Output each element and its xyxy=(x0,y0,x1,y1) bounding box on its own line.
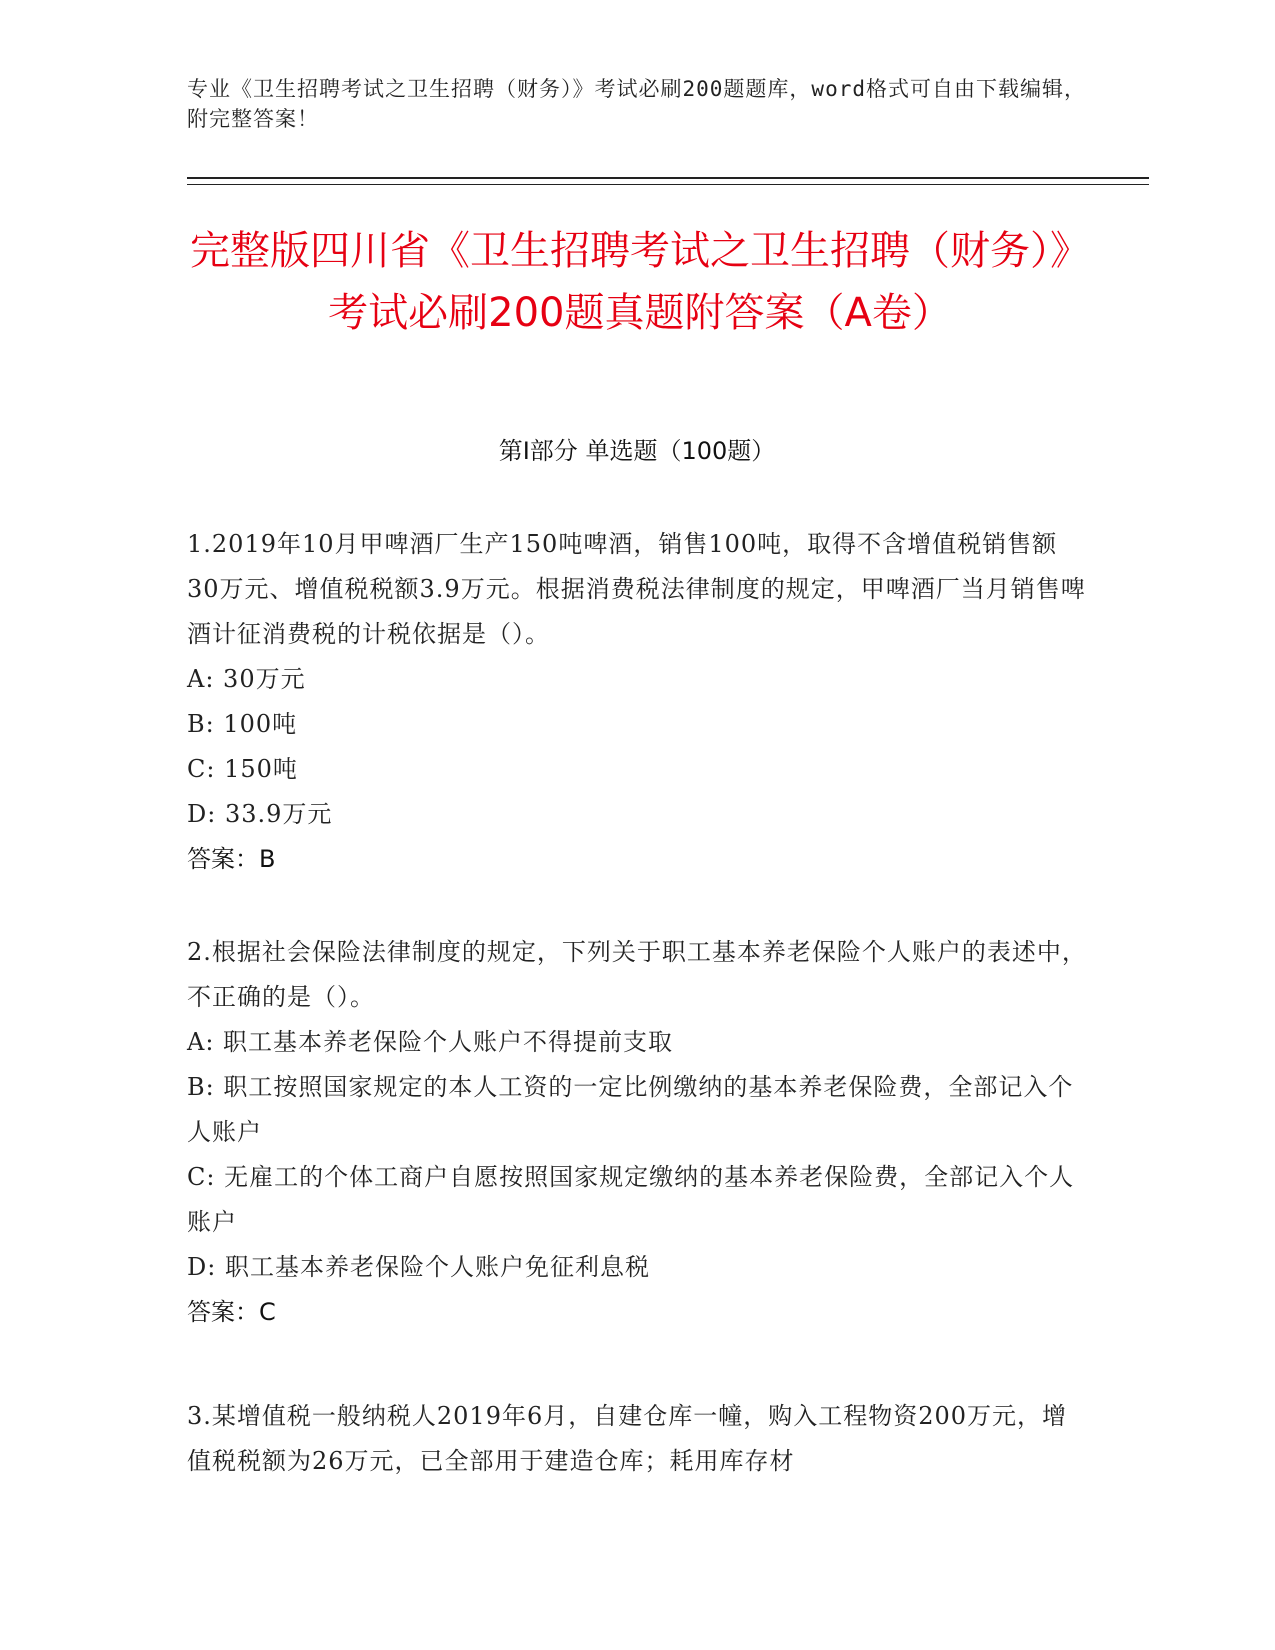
header-divider-thin xyxy=(187,184,1149,185)
question-stem: 3.某增值税一般纳税人2019年6月，自建仓库一幢，购入工程物资200万元，增值税税额为26万元，已全部用于建造仓库；耗用库存材 xyxy=(187,1402,1068,1475)
option-a: A: 职工基本养老保险个人账户不得提前支取 xyxy=(187,1028,674,1056)
option-d: D: 职工基本养老保险个人账户免征利息税 xyxy=(187,1253,650,1281)
option-a: A: 30万元 xyxy=(187,665,306,693)
question-stem: 1.2019年10月甲啤酒厂生产150吨啤酒，销售100吨，取得不含增值税销售额30万元、增值税税额3.9万元。根据消费税法律制度的规定，甲啤酒厂当月销售啤酒计征消费税的计税依据是（）。 xyxy=(187,530,1086,648)
question-2 xyxy=(187,930,1087,1335)
answer: 答案：C xyxy=(187,1298,276,1326)
option-b: B: 100吨 xyxy=(187,710,298,738)
document-title: 完整版四川省《卫生招聘考试之卫生招聘（财务）》考试必刷200题真题附答案（A卷） xyxy=(190,228,1090,336)
question-3 xyxy=(187,1394,1087,1484)
question-1 xyxy=(187,522,1087,882)
option-d: D: 33.9万元 xyxy=(187,800,333,828)
option-c: C: 无雇工的个体工商户自愿按照国家规定缴纳的基本养老保险费，全部记入个人账户 xyxy=(187,1163,1075,1236)
header-divider-thick xyxy=(187,177,1149,179)
question-stem: 2.根据社会保险法律制度的规定，下列关于职工基本养老保险个人账户的表述中，不正确的是（）。 xyxy=(187,938,1087,1011)
section-heading: 第I部分 单选题（100题） xyxy=(498,437,776,465)
option-b: B: 职工按照国家规定的本人工资的一定比例缴纳的基本养老保险费，全部记入个人账户 xyxy=(187,1073,1074,1146)
option-c: C: 150吨 xyxy=(187,755,298,783)
answer: 答案：B xyxy=(187,845,276,873)
header-note: 专业《卫生招聘考试之卫生招聘（财务）》考试必刷200题题库，word格式可自由下载编辑，附完整答案！ xyxy=(187,77,1086,131)
